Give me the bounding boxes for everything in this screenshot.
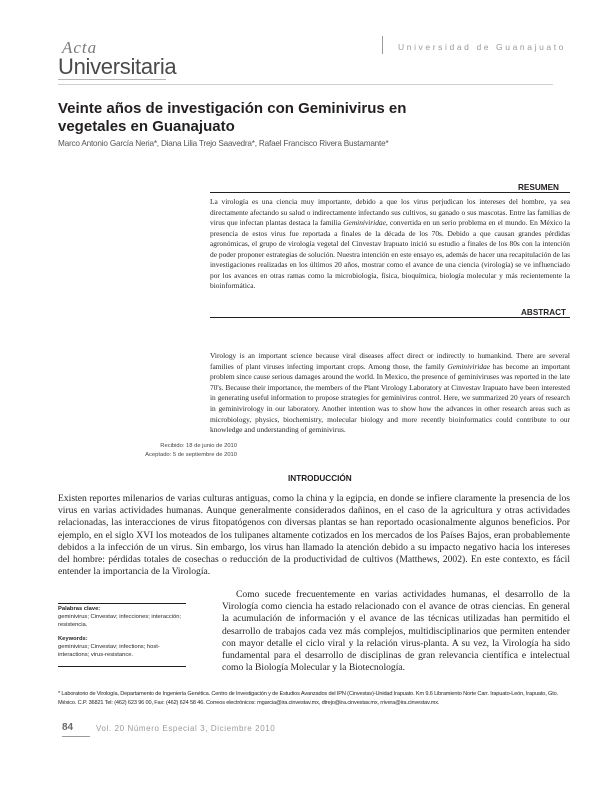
resumen-text: La virología es una ciencia muy importante, debido a que los virus perjudican los intereses del hombre, ya sea directamente afectando su salud o indirectamente infectando sus cultivos, su ganado o sus mascotas. Entre las familias de virus que infectan plantas destaca la familia Geminiviridae, convertida en un serio problema en el mundo. En México la presencia de estos virus fue reportada a finales de la década de los 70s. Debido a que causan grandes pérdidas agronómicas, el grupo de virología vegetal del Cinvestav Irapuato inició su estudio a finales de los 80s con la intención de poder proponer estrategias de solución. Nuestra intención en este ensayo es, además de hacer una recapitulación de las investigaciones realizadas en los últimos 20 años, mostrar como el avance de una ciencia (virología) se ve influenciado por los avances en otras ramas como la microbiología, física, bioquímica, biología molecular y más recientemente la bioinformática. (210, 197, 570, 290)
intro-heading: INTRODUCCIÓN (288, 474, 352, 483)
resumen-heading: RESUMEN (518, 183, 559, 192)
keywords-en: geminivirus; Cinvestav; infections; host-interactions; virus-resistance. (58, 644, 160, 658)
accepted-date: Aceptado: 5 de septiembre de 2010 (145, 451, 237, 458)
keywords-box (58, 606, 190, 660)
journal-logo-universitaria: Universitaria (58, 54, 177, 79)
logo-underline (58, 79, 166, 80)
keywords-es-label: Palabras clave: (58, 606, 101, 612)
footer-journal-issue: Vol. 20 Número Especial 3, Diciembre 2010 (96, 724, 276, 733)
abstract-text: Virology is an important science because viral diseases affect direct or indirectly to humankind. There are several families of plant viruses infecting important crops. Among those, the family Geminiviridae has become an important problem since cause serious damages around the world. In Mexico, the presence of geminiviruses was reported in the late 70's. Because their importance, the members of the Plant Virology Laboratory at Cinvestav Irapuato have been interested in generating useful information to propose strategies for geminivirus control. Here, we summarized 20 years of research in geminivirology in our laboratory. Another intention was to show how the advances in other research areas such as microbiology, physics, biochemistry, molecular biology and more recently bioinformatics could contribute to our knowledge and understanding of geminivirus. (210, 351, 571, 435)
affiliation-footnote: * Laboratorio de Virología, Departamento de Ingeniería Genética. Centro de Investigación y de Estudios Avanzados del IPN (Cinvestav)-Unidad Irapuato. Km 9.6 Libramiento Norte Carr. Irapuato-León, Irapuato, Gto. México. C.P. 36821 Tel: (462) 623 96 00, Fax: (462) 624 58 46. Correos electrónicos: mgarcia@ira.cinvestav.mx, dtrejo@ira.cinvestav.mx, rrivera@ira.cinvestav.mx. (58, 691, 559, 706)
header-journal-name: Universidad de Guanajuato (398, 42, 567, 52)
header-divider (382, 36, 383, 54)
article-authors: Marco Antonio García Neria*, Diana Lilia Trejo Saavedra*, Rafael Francisco Rivera Bustamante* (58, 139, 389, 148)
intro-paragraph-2: Como sucede frecuentemente en varias actividades humanas, el desarrollo de la Virología como ciencia ha estado relacionado con el avance de otras ciencias. En general la acumulación de información y el avance de las técnicas utilizadas han permitido el desarrollo de trabajos cada vez más complejos, multidisciplinarios que permiten entender con mayor detalle el ciclo viral y la relación virus-planta. A su vez, la Virología ha sido fundamental para el desarrollo de disciplinas de gran relevancia científica e intelectual como la Biología Molecular y la Biotecnología. (222, 589, 570, 674)
abstract-heading: ABSTRACT (521, 308, 567, 317)
keywords-en-label: Keywords: (58, 636, 88, 643)
keywords-es: geminivirus; Cinvestav; infecciones; interacción; resistencia. (58, 613, 182, 628)
abstract-rule (210, 317, 570, 318)
article-title: Veinte años de investigación con Geminivirus en vegetales en Guanajuato (58, 100, 407, 135)
header-rule (58, 84, 553, 85)
resumen-rule (210, 192, 570, 193)
keywords-rule-top (58, 603, 186, 604)
article-dates (115, 442, 237, 459)
page-number-rule (62, 736, 90, 737)
keywords-rule-bottom (58, 666, 186, 667)
intro-paragraph-1: Existen reportes milenarios de varias culturas antiguas, como la china y la egipcia, en donde se infiere claramente la presencia de los virus en varias actividades humanas. Aunque generalmente considerados dañinos, en el caso de la agricultura y otras actividades relacionadas, las interacciones de virus fitopatógenos con diversas plantas se han reportado ocasionalmente algunos beneficios. Por ejemplo, en el siglo XVI los moteados de los tulipanes altamente cotizados en los mercados de los Países Bajos, eran probablemente debidos a la infección de un virus. Sin embargo, los virus han llamado la atención debido a su impacto negativo hacia los intereses del hombre: pérdidas totales de cosechas o reducción de la productividad de cultivos (Matthews, 2002). En este contexto, es fácil entender la importancia de la Virología. (58, 493, 570, 578)
journal-logo-acta: Acta (62, 38, 98, 57)
page-number: 84 (62, 722, 74, 733)
received-date: Recibido: 18 de junio de 2010 (160, 443, 237, 449)
